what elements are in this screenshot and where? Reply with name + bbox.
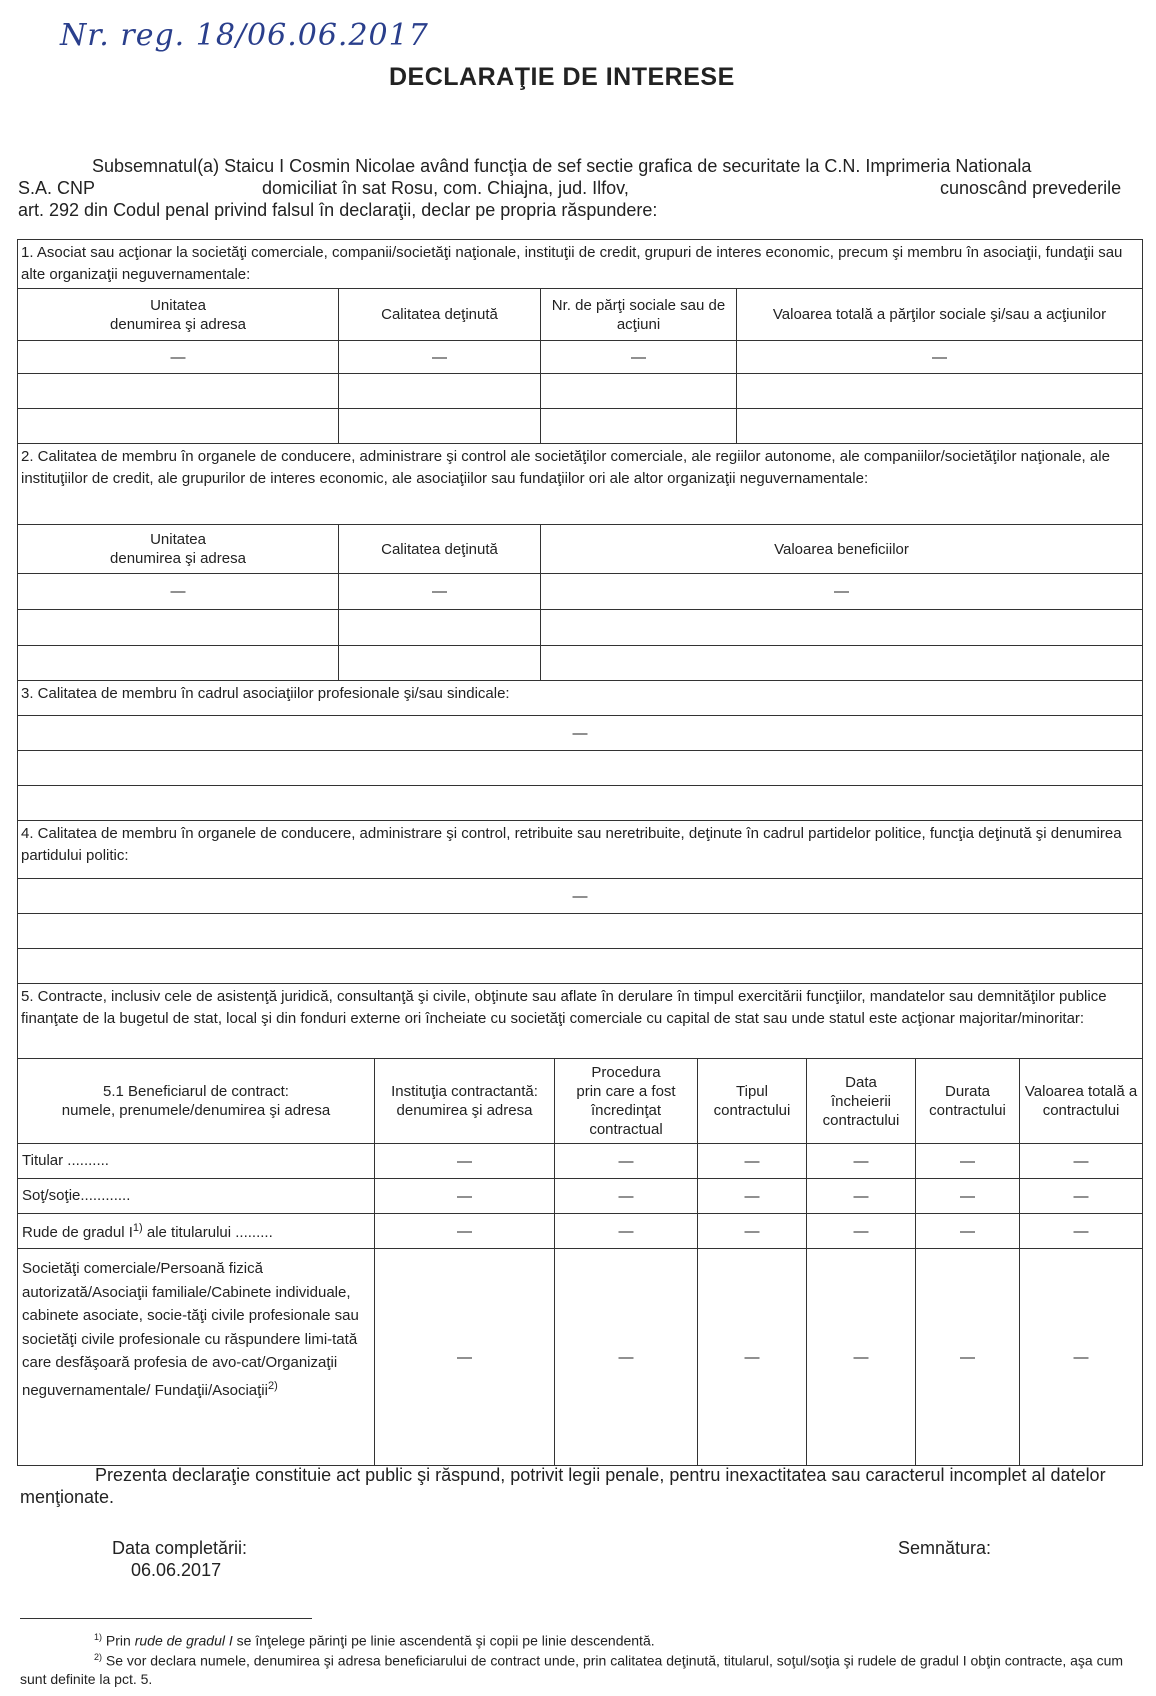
s5-spouse-c3: —: [698, 1179, 807, 1214]
s4-r1: —: [18, 879, 1143, 914]
footnote-1: $^{1)}$ Prin rude de gradul I se înţelege părinţi pe linie ascendentă şi copii pe linie descendentă.: [94, 1632, 655, 1649]
s1-r2-c4: [737, 374, 1143, 409]
page-title: DECLARAŢIE DE INTERESE: [389, 63, 735, 91]
s5-spouse-c1: —: [375, 1179, 555, 1214]
s5-row-relatives-label: Rude de gradul $I^{1)}$ ale titularului .........: [18, 1214, 375, 1249]
signature-label: Semnătura:: [898, 1538, 992, 1558]
s1-r3-c2: [339, 409, 541, 444]
s1-header-shares: Nr. de părţi sociale sau de acţiuni: [541, 289, 737, 341]
section-3-title: 3. Calitatea de membru în cadrul asociaţiilor profesionale şi/sau sindicale:: [18, 681, 1143, 716]
s5-spouse-c4: —: [807, 1179, 916, 1214]
s1-r3-c4: [737, 409, 1143, 444]
section-2-table: [17, 443, 1143, 681]
intro-cnp-label: S.A. CNP: [18, 178, 96, 198]
s5-titular-c4: —: [807, 1144, 916, 1179]
s2-r3-c3: [541, 646, 1143, 681]
s5-companies-c4: —: [807, 1249, 916, 1466]
s3-r2: [18, 751, 1143, 786]
s5-row-titular-label: Titular ..........: [18, 1144, 375, 1179]
footnote-divider: [20, 1618, 312, 1619]
s1-r3-c1: [18, 409, 339, 444]
s5-titular-c5: —: [916, 1144, 1020, 1179]
s1-r2-c2: [339, 374, 541, 409]
s5-companies-c1: —: [375, 1249, 555, 1466]
s1-r1-c1: —: [18, 341, 339, 374]
s2-r2-c3: [541, 610, 1143, 646]
s5-relatives-c6: —: [1020, 1214, 1143, 1249]
s2-r2-c1: [18, 610, 339, 646]
s2-r2-c2: [339, 610, 541, 646]
intro-address: domiciliat în sat Rosu, com. Chiajna, jud. Ilfov,: [262, 178, 629, 198]
s5-row-companies-label: Societăţi comerciale/Persoană fizică autorizată/Asociaţii familiale/Cabinete individuale, cabinete asociate, socie-tăţi civile profesionale sau societăţi civile profesionale cu răspundere limi-tată care desfăşoară profesia de avo-cat/Organizaţii neguvernamentale/ Fundaţii/Asociaţii$^{2)}$: [18, 1249, 375, 1466]
s2-header-unit: Unitatea denumirea şi adresa: [18, 525, 339, 574]
s1-r1-c2: —: [339, 341, 541, 374]
s5-companies-c2: —: [555, 1249, 698, 1466]
intro-line-3: art. 292 din Codul penal privind falsul în declaraţii, declar pe propria răspundere:: [18, 200, 658, 220]
s5-spouse-c6: —: [1020, 1179, 1143, 1214]
section-4-table: [17, 820, 1143, 984]
s1-header-quality: Calitatea deţinută: [339, 289, 541, 341]
s4-r3: [18, 949, 1143, 984]
s5-relatives-c3: —: [698, 1214, 807, 1249]
intro-cunoscand: cunoscând prevederile: [940, 178, 1122, 198]
s5-spouse-c5: —: [916, 1179, 1020, 1214]
s1-r1-c4: —: [737, 341, 1143, 374]
section-5-title: 5. Contracte, inclusiv cele de asistenţă juridică, consultanţă şi civile, obţinute sau aflate în derulare în timpul exercitării funcţiilor, mandatelor sau demnităţilor publice finanţate de la bugetul de stat, local şi din fonduri externe ori încheiate cu societăţi comerciale cu capital de stat sau unde statul este acţionar majoritar/minoritar:: [18, 984, 1143, 1059]
s5-header-value: Valoarea totală a contractului: [1020, 1059, 1143, 1144]
registration-number-handwritten: Nr. reg. 18/06.06.2017: [60, 18, 429, 53]
s5-header-institution: Instituţia contractantă: denumirea şi adresa: [375, 1059, 555, 1144]
s2-r1-c2: —: [339, 574, 541, 610]
s5-header-duration: Durata contractului: [916, 1059, 1020, 1144]
s2-header-benefits: Valoarea beneficiilor: [541, 525, 1143, 574]
s1-header-unit: Unitatea denumirea şi adresa: [18, 289, 339, 341]
date-value: 06.06.2017: [131, 1560, 222, 1580]
s5-header-beneficiary: 5.1 Beneficiarul de contract: numele, prenumele/denumirea şi adresa: [18, 1059, 375, 1144]
s5-titular-c1: —: [375, 1144, 555, 1179]
s1-header-value: Valoarea totală a părţilor sociale şi/sau a acţiunilor: [737, 289, 1143, 341]
s5-relatives-c5: —: [916, 1214, 1020, 1249]
s5-companies-c6: —: [1020, 1249, 1143, 1466]
section-1-table: [17, 239, 1143, 444]
s3-r3: [18, 786, 1143, 821]
s2-r1-c1: —: [18, 574, 339, 610]
s5-row-spouse-label: Soţ/soţie............: [18, 1179, 375, 1214]
s2-r3-c1: [18, 646, 339, 681]
intro-line-1: Subsemnatul(a) Staicu I Cosmin Nicolae având funcţia de sef sectie grafica de securitate la C.N. Imprimeria Nationala: [92, 156, 1032, 176]
s5-header-date: Data încheierii contractului: [807, 1059, 916, 1144]
closing-statement: Prezenta declaraţie constituie act public şi răspund, potrivit legii penale, pentru inexactitatea sau caracterul incomplet al datelor menţionate.: [20, 1465, 1106, 1507]
s3-r1: —: [18, 716, 1143, 751]
s1-r3-c3: [541, 409, 737, 444]
s5-companies-c3: —: [698, 1249, 807, 1466]
s5-spouse-c2: —: [555, 1179, 698, 1214]
s5-titular-c6: —: [1020, 1144, 1143, 1179]
s5-relatives-c1: —: [375, 1214, 555, 1249]
section-4-title: 4. Calitatea de membru în organele de conducere, administrare şi control, retribuite sau neretribuite, deţinute în cadrul partidelor politice, funcţia deţinută şi denumirea partidului politic:: [18, 821, 1143, 879]
s5-relatives-c2: —: [555, 1214, 698, 1249]
s1-r2-c3: [541, 374, 737, 409]
s5-titular-c2: —: [555, 1144, 698, 1179]
s1-r2-c1: [18, 374, 339, 409]
s1-r1-c3: —: [541, 341, 737, 374]
footnote-2: $^{2)}$ Se vor declara numele, denumirea şi adresa beneficiarului de contract unde, prin calitatea deţinută, titularul, soţul/soţia şi rudele de gradul I obţin contracte, aşa cum sunt definite la pct. 5.: [20, 1652, 1124, 1687]
section-1-title: 1. Asociat sau acţionar la societăţi comerciale, companii/societăţi naţionale, instituţii de credit, grupuri de interes economic, precum şi membru în asociaţii, fundaţii sau alte organizaţii neguvernamentale:: [18, 240, 1143, 289]
s5-titular-c3: —: [698, 1144, 807, 1179]
s4-r2: [18, 914, 1143, 949]
s2-header-quality: Calitatea deţinută: [339, 525, 541, 574]
s5-header-type: Tipul contractului: [698, 1059, 807, 1144]
section-5-table: [17, 983, 1143, 1466]
s2-r3-c2: [339, 646, 541, 681]
date-label: Data completării:: [112, 1538, 248, 1558]
s2-r1-c3: —: [541, 574, 1143, 610]
s5-companies-c5: —: [916, 1249, 1020, 1466]
s5-header-procedure: Procedura prin care a fost încredinţat contractual: [555, 1059, 698, 1144]
s5-relatives-c4: —: [807, 1214, 916, 1249]
section-3-table: [17, 680, 1143, 821]
section-2-title: 2. Calitatea de membru în organele de conducere, administrare şi control ale societăţilor comerciale, ale regiilor autonome, ale companiilor/societăţilor naţionale, ale instituţiilor de credit, ale grupurilor de interes economic, ale asociaţiilor sau fundaţiilor ori ale altor organizaţii neguvernamentale:: [18, 444, 1143, 525]
